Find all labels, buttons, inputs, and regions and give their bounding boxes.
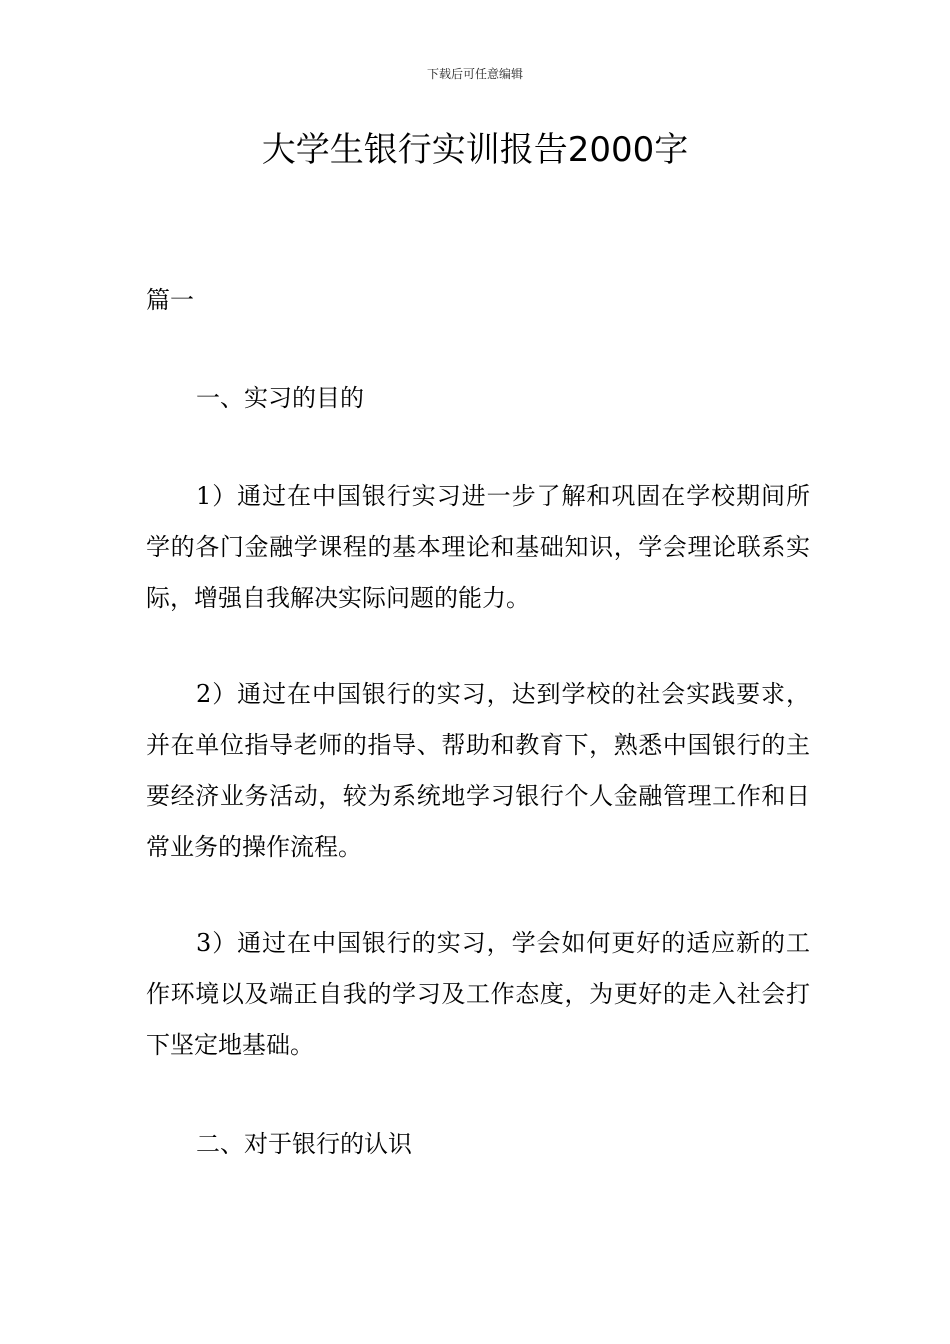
paragraph-1: 1）通过在中国银行实习进一步了解和巩固在学校期间所学的各门金融学课程的基本理论和基础知识，学会理论联系实际，增强自我解决实际问题的能力。 xyxy=(146,482,810,612)
document-title: 大学生银行实训报告2000字 xyxy=(261,130,689,170)
section-label: 篇一 xyxy=(146,286,194,314)
heading-purpose: 一、实习的目的 xyxy=(196,384,364,412)
paragraph-2: 2）通过在中国银行的实习，达到学校的社会实践要求，并在单位指导老师的指导、帮助和教育下，熟悉中国银行的主要经济业务活动，较为系统地学习银行个人金融管理工作和日常业务的操作流程。 xyxy=(146,680,810,861)
header-note: 下载后可任意编辑 xyxy=(426,67,523,81)
heading-bank-understanding: 二、对于银行的认识 xyxy=(196,1130,412,1158)
paragraph-3: 3）通过在中国银行的实习，学会如何更好的适应新的工作环境以及端正自我的学习及工作态度，为更好的走入社会打下坚定地基础。 xyxy=(146,929,810,1059)
